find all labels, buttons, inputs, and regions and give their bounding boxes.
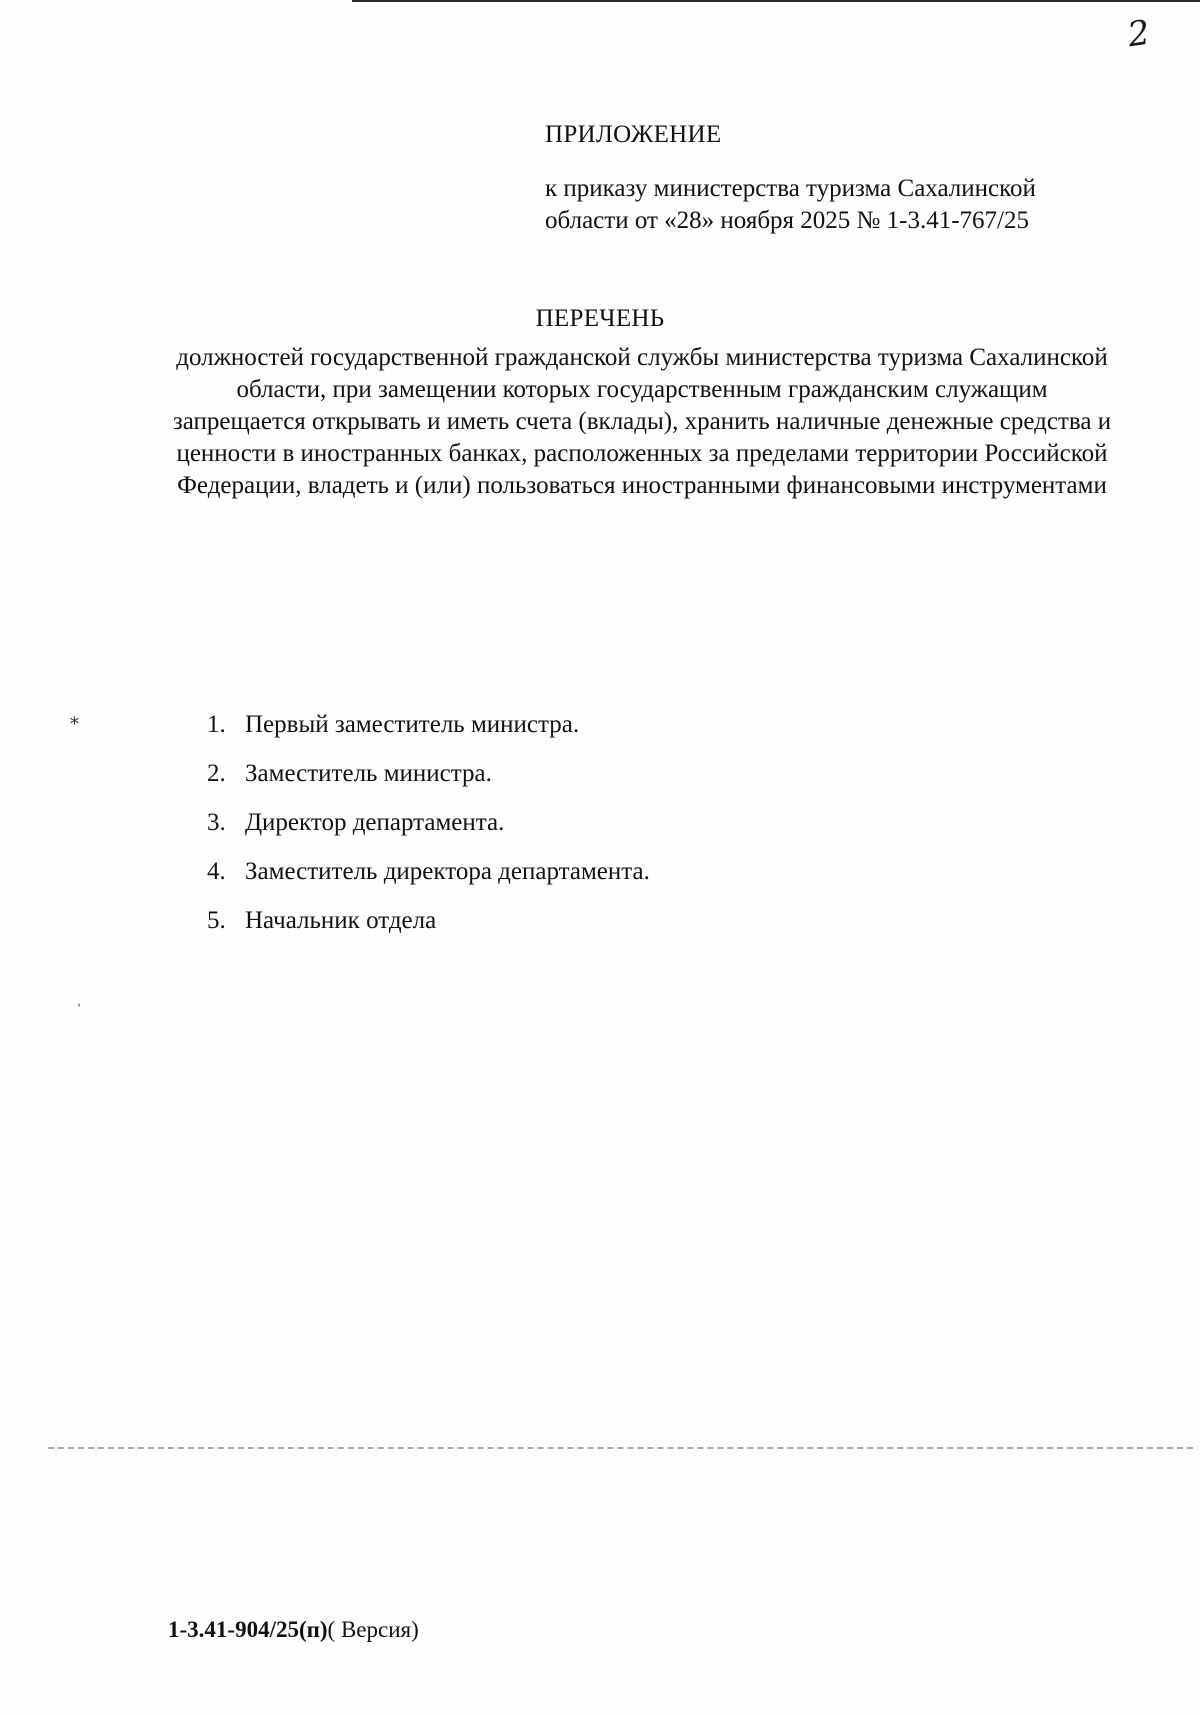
item-number: 1. bbox=[207, 711, 226, 738]
scan-mark: ˈ bbox=[76, 1000, 82, 1020]
item-text: Первый заместитель министра. bbox=[245, 711, 580, 738]
handwritten-page-number: 2 bbox=[1125, 12, 1153, 56]
list-item bbox=[207, 709, 650, 758]
list-description: должностей государственной гражданской службы министерства туризма Сахалинской области, при замещении которых государственным гражданским служащим запрещается открывать и иметь счета (вклады), хранить наличные денежные средства и ценности в иностранных банках, расположенных за пределами территории Российской Федерации, владеть и (или) пользоваться иностранными финансовыми инструментами bbox=[172, 344, 1112, 499]
list-item bbox=[207, 758, 650, 807]
top-border-line bbox=[352, 0, 1200, 2]
document-version: ( Версия) bbox=[327, 1617, 419, 1642]
list-item bbox=[207, 856, 650, 905]
list-item bbox=[207, 905, 650, 954]
appendix-title: ПРИЛОЖЕНИЕ bbox=[545, 121, 722, 148]
scan-divider-line bbox=[48, 1447, 1193, 1449]
scan-mark: ⁎ bbox=[70, 708, 79, 728]
document-code: 1-3.41-904/25(п) bbox=[168, 1617, 328, 1642]
list-title: ПЕРЕЧЕНЬ bbox=[535, 305, 665, 332]
item-number: 4. bbox=[207, 858, 226, 885]
positions-list bbox=[207, 709, 650, 954]
list-item bbox=[207, 807, 650, 856]
item-number: 3. bbox=[207, 809, 226, 836]
document-reference bbox=[168, 1617, 419, 1643]
item-text: Директор департамента. bbox=[245, 809, 505, 836]
item-text: Заместитель министра. bbox=[245, 760, 492, 787]
item-text: Заместитель директора департамента. bbox=[245, 858, 650, 885]
appendix-subtitle: к приказу министерства туризма Сахалинской области от «28» ноября 2025 № 1-3.41-767/25 bbox=[545, 175, 1036, 234]
item-text: Начальник отдела bbox=[245, 907, 437, 934]
item-number: 2. bbox=[207, 760, 226, 787]
item-number: 5. bbox=[207, 907, 226, 934]
